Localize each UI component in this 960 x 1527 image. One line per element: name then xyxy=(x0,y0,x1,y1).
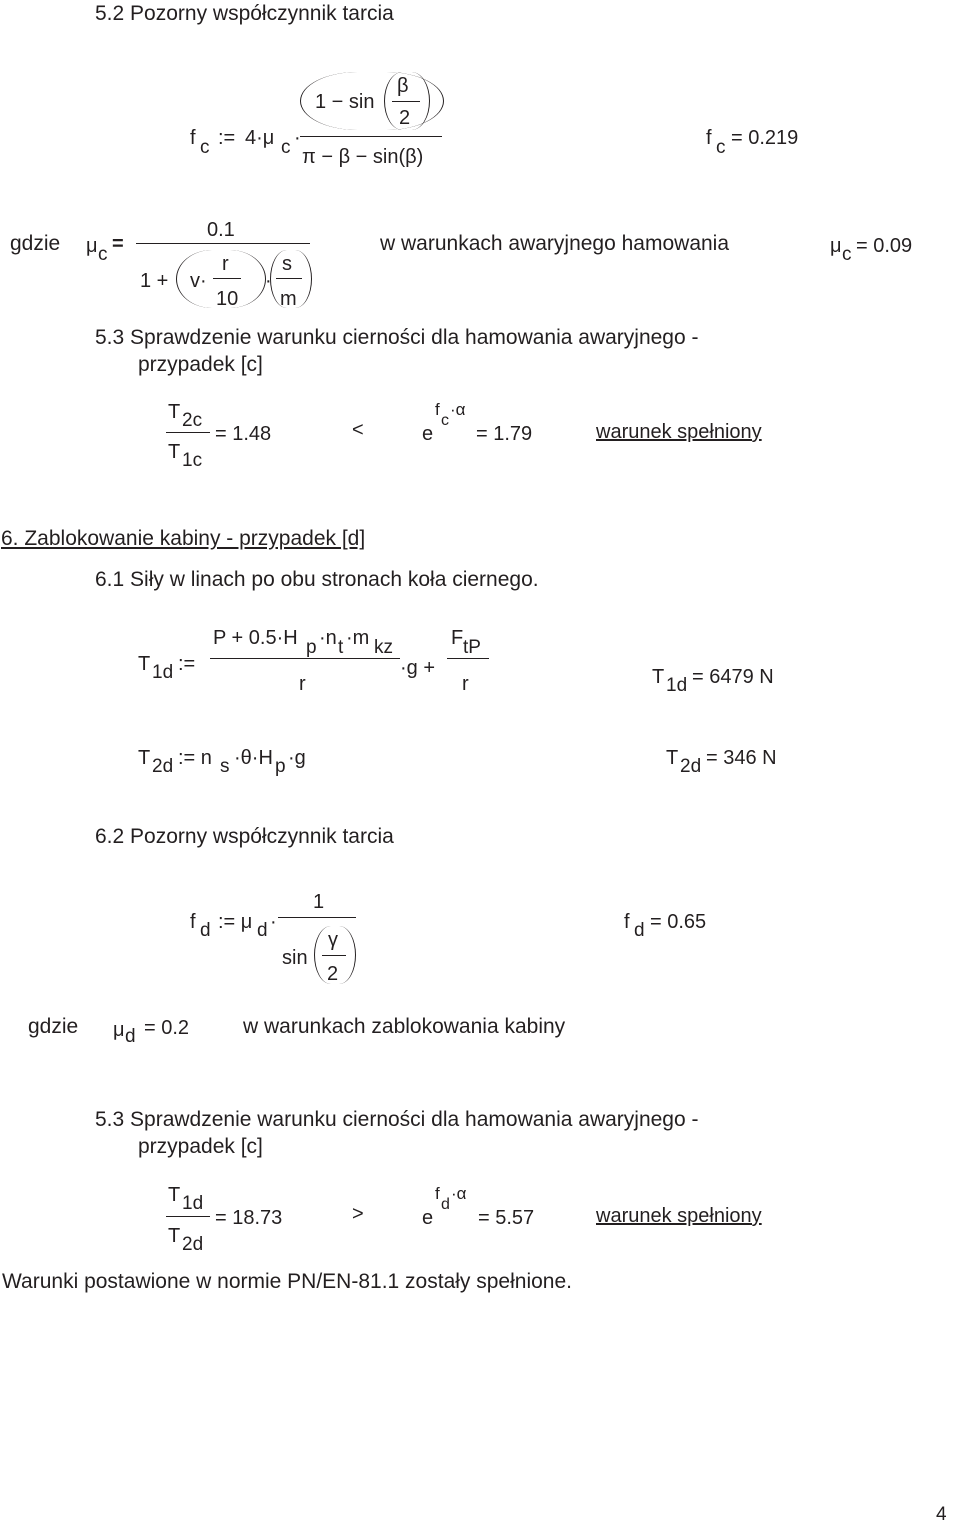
page-number: 4 xyxy=(936,1504,947,1525)
fraction-bar xyxy=(278,917,356,918)
heading-6-2: 6.2 Pozorny współczynnik tarcia xyxy=(95,825,394,848)
fraction-bar xyxy=(392,101,420,102)
heading-5-3-line2: przypadek [c] xyxy=(138,353,263,376)
fraction-bar xyxy=(447,658,489,659)
fraction-bar xyxy=(166,1216,210,1217)
heading-5-3-second-line2: przypadek [c] xyxy=(138,1135,263,1158)
fraction-bar xyxy=(300,136,442,137)
heading-5-2: 5.2 Pozorny współczynnik tarcia xyxy=(95,2,394,25)
fraction-bar xyxy=(213,278,241,279)
heading-5-3: 5.3 Sprawdzenie warunku cierności dla hamowania awaryjnego - xyxy=(95,326,699,349)
heading-6: 6. Zablokowanie kabiny - przypadek [d] xyxy=(1,527,366,550)
fraction-bar xyxy=(276,278,302,279)
conclusion: Warunki postawione w normie PN/EN-81.1 zostały spełnione. xyxy=(2,1270,572,1293)
verdict-d: warunek spełniony xyxy=(596,1205,762,1227)
fraction-bar xyxy=(136,243,310,244)
fraction-bar xyxy=(322,955,346,956)
heading-5-3-second: 5.3 Sprawdzenie warunku cierności dla hamowania awaryjnego - xyxy=(95,1108,699,1131)
fraction-bar xyxy=(210,658,400,659)
heading-6-1: 6.1 Siły w linach po obu stronach koła ciernego. xyxy=(95,568,539,591)
verdict-c: warunek spełniony xyxy=(596,421,762,443)
fraction-bar xyxy=(166,432,210,433)
